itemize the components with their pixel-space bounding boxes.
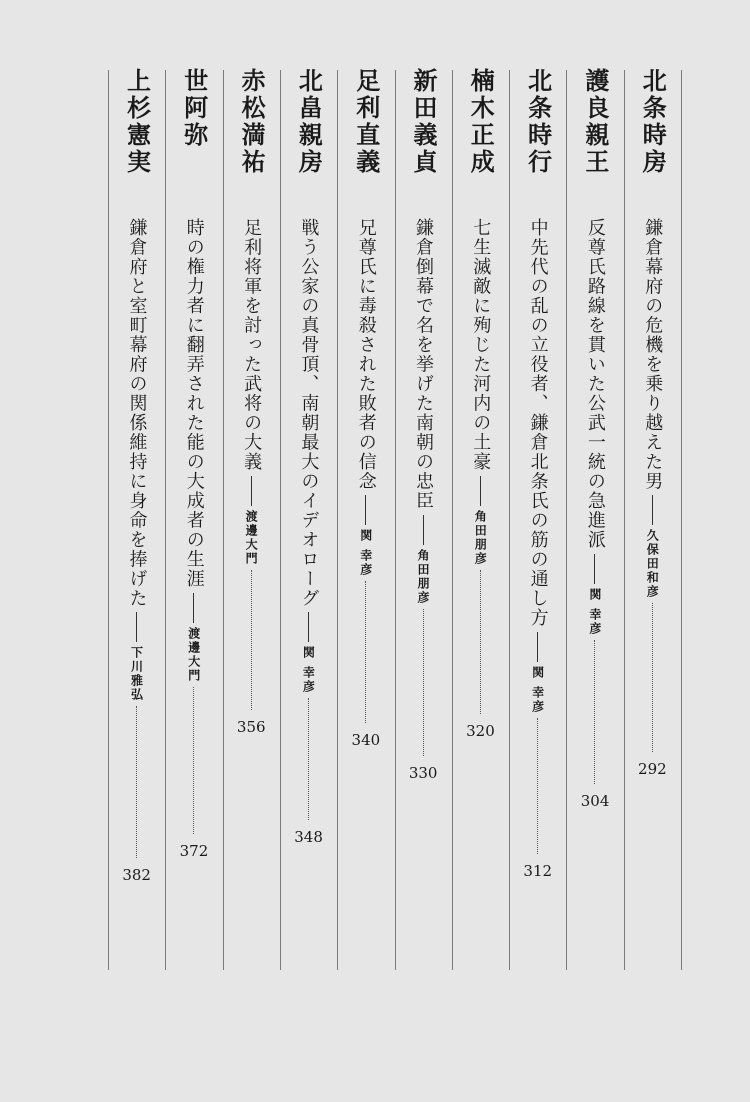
entry-author: 久保田和彦 xyxy=(645,529,660,599)
entry-subtitle: 反尊氏路線を貫いた公武一統の急進派 xyxy=(584,218,606,550)
entry-author: 渡邊大門 xyxy=(186,626,201,683)
leader-dots xyxy=(365,581,366,723)
toc-entry[interactable] xyxy=(509,0,566,1102)
leader-dots xyxy=(594,640,595,784)
entry-author: 関 幸彦 xyxy=(587,587,602,636)
entry-name: 北畠親房 xyxy=(294,68,323,176)
em-dash xyxy=(594,554,595,584)
toc-entry[interactable] xyxy=(624,0,681,1102)
em-dash xyxy=(308,612,309,642)
em-dash xyxy=(365,495,366,525)
column-rule xyxy=(681,70,682,970)
entry-subtitle-line xyxy=(298,218,320,820)
entry-subtitle: 戦う公家の真骨頂、南朝最大のイデオローグ xyxy=(298,218,320,608)
page-number: 304 xyxy=(580,792,610,810)
entry-name: 上杉憲実 xyxy=(122,68,151,176)
em-dash xyxy=(480,476,481,506)
entry-subtitle-line xyxy=(414,218,432,756)
page-number: 312 xyxy=(523,862,553,880)
toc-entry[interactable] xyxy=(280,0,337,1102)
leader-dots xyxy=(537,718,538,854)
entry-subtitle: 鎌倉府と室町幕府の関係維持に身命を捧げた xyxy=(126,218,148,608)
entry-subtitle: 足利将軍を討った武将の大義 xyxy=(241,218,263,472)
entry-author: 関 幸彦 xyxy=(530,665,545,714)
page-number: 382 xyxy=(122,866,151,884)
leader-dots xyxy=(251,570,252,711)
leader-dots xyxy=(652,603,653,752)
em-dash xyxy=(423,515,424,545)
entry-author: 下川雅弘 xyxy=(129,646,144,702)
leader-dots xyxy=(308,698,309,820)
em-dash xyxy=(193,593,194,623)
entry-subtitle: 中先代の乱の立役者、鎌倉北条氏の筋の通し方 xyxy=(527,218,549,628)
leader-dots xyxy=(193,687,194,835)
leader-dots xyxy=(136,706,137,858)
toc-entry[interactable] xyxy=(395,0,452,1102)
toc-entry[interactable] xyxy=(223,0,280,1102)
entry-author: 角田朋彦 xyxy=(416,548,430,605)
entry-subtitle-line xyxy=(529,218,547,854)
page-number: 330 xyxy=(408,764,438,782)
toc-entry[interactable] xyxy=(337,0,394,1102)
entry-subtitle-line xyxy=(128,218,146,858)
entry-subtitle-line xyxy=(357,218,375,723)
page-number: 372 xyxy=(179,842,209,860)
entry-author: 角田朋彦 xyxy=(473,509,488,566)
entry-name: 北条時行 xyxy=(523,68,552,176)
toc-entry[interactable] xyxy=(108,0,165,1102)
entry-subtitle-line xyxy=(642,218,664,752)
entry-name: 世阿弥 xyxy=(179,68,208,149)
toc-entry[interactable] xyxy=(566,0,623,1102)
entry-name: 新田義貞 xyxy=(409,68,437,176)
entry-name: 北条時房 xyxy=(638,68,667,176)
entry-author: 関 幸彦 xyxy=(358,529,373,578)
entry-name: 赤松満祐 xyxy=(237,68,266,176)
entry-subtitle-line xyxy=(185,218,203,834)
entry-author: 渡邊大門 xyxy=(244,509,259,566)
entry-subtitle: 七生滅敵に殉じた河内の土豪 xyxy=(470,218,492,472)
entry-subtitle-line xyxy=(470,218,492,714)
entry-name: 護良親王 xyxy=(580,68,609,176)
em-dash xyxy=(136,612,137,642)
page-number: 356 xyxy=(236,718,266,736)
entry-name: 楠木正成 xyxy=(466,68,495,176)
entry-subtitle-line xyxy=(241,218,263,710)
leader-dots xyxy=(423,609,424,757)
entry-subtitle: 鎌倉幕府の危機を乗り越えた男 xyxy=(642,218,664,491)
page-number: 348 xyxy=(294,828,323,846)
page-number: 292 xyxy=(638,760,667,778)
page-number: 340 xyxy=(351,731,381,749)
entry-subtitle: 時の権力者に翻弄された能の大成者の生涯 xyxy=(183,218,205,589)
toc-entry[interactable] xyxy=(165,0,222,1102)
page-number: 320 xyxy=(466,722,495,740)
entry-subtitle: 兄尊氏に毒殺された敗者の信念 xyxy=(355,218,377,491)
entry-subtitle: 鎌倉倒幕で名を挙げた南朝の忠臣 xyxy=(413,218,434,511)
toc-entry[interactable] xyxy=(452,0,509,1102)
entry-author: 関 幸彦 xyxy=(301,646,316,695)
entry-name: 足利直義 xyxy=(351,68,380,176)
em-dash xyxy=(537,632,538,662)
leader-dots xyxy=(480,570,481,715)
em-dash xyxy=(652,495,653,525)
em-dash xyxy=(251,476,252,506)
entry-subtitle-line xyxy=(586,218,604,784)
